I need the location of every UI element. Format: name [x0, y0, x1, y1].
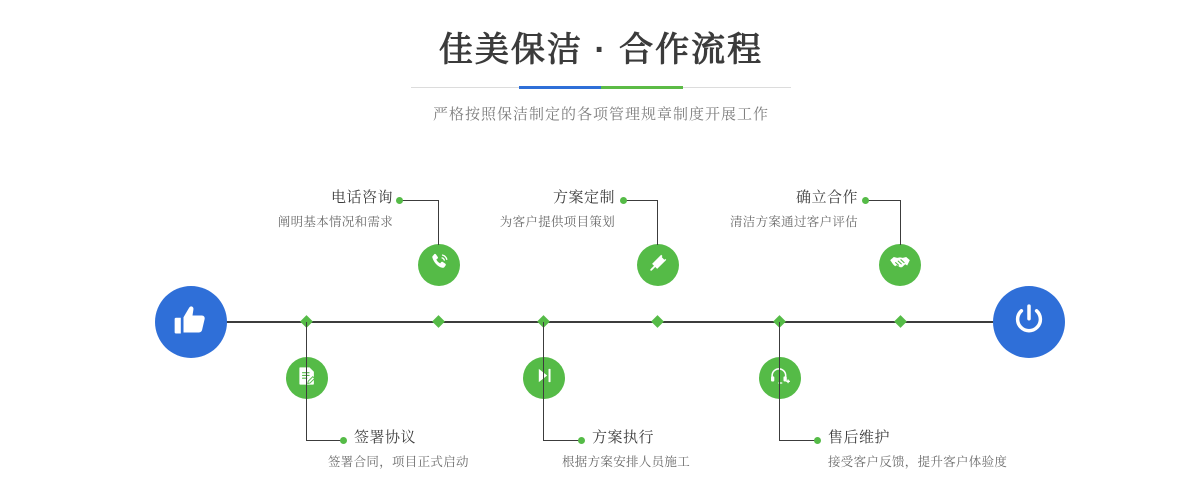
step-3-label-dot — [620, 197, 627, 204]
step-2-label-dot — [340, 437, 347, 444]
contract-document-icon — [296, 365, 318, 392]
step-5-axis-marker — [894, 315, 907, 328]
step-3-label — [455, 188, 615, 232]
play-forward-icon — [534, 365, 555, 391]
handshake-icon — [888, 251, 912, 280]
step-3-title: 方案定制 — [552, 189, 615, 206]
timeline-axis — [160, 321, 1042, 323]
step-2-icon-badge[interactable] — [286, 357, 328, 399]
step-5-label-dot — [862, 197, 869, 204]
flow-end-node[interactable] — [993, 286, 1065, 358]
step-4-connector-horizontal — [543, 440, 579, 441]
step-1-label — [253, 188, 393, 232]
step-4-label-dot — [578, 437, 585, 444]
page-subtitle: 严格按照保洁制定的各项管理规章制度开展工作 — [432, 106, 769, 123]
step-3-connector-horizontal — [624, 200, 658, 201]
step-5-connector-vertical — [900, 200, 901, 245]
step-5-title: 确立合作 — [795, 189, 858, 206]
step-6-title: 售后维护 — [828, 429, 891, 446]
page-title: 佳美保洁 · 合作流程 — [438, 31, 764, 69]
headset-support-icon — [769, 365, 791, 392]
step-6-icon-badge[interactable] — [759, 357, 801, 399]
step-1-title: 电话咨询 — [330, 189, 393, 206]
step-5-label — [690, 188, 858, 232]
step-2-connector-vertical — [306, 322, 307, 440]
step-1-label-dot — [396, 197, 403, 204]
step-1-connector-horizontal — [400, 200, 439, 201]
step-3-icon-badge[interactable] — [637, 244, 679, 286]
step-4-icon-badge[interactable] — [523, 357, 565, 399]
step-4-connector-vertical — [543, 322, 544, 440]
step-1-desc: 阐明基本情况和需求 — [277, 215, 393, 229]
step-1-axis-marker — [432, 315, 445, 328]
step-2-connector-horizontal — [306, 440, 342, 441]
step-6-desc: 接受客户反馈，提升客户体验度 — [828, 455, 1008, 469]
step-6-label — [828, 428, 1007, 472]
step-4-desc: 根据方案安排人员施工 — [562, 455, 691, 469]
step-2-desc: 签署合同，项目正式启动 — [328, 455, 469, 469]
plan-pen-icon — [647, 251, 670, 279]
step-5-icon-badge[interactable] — [879, 244, 921, 286]
step-2-label — [328, 428, 469, 472]
step-4-title: 方案执行 — [592, 429, 655, 446]
step-3-connector-vertical — [657, 200, 658, 245]
step-2-title: 签署协议 — [354, 429, 417, 446]
flow-start-node[interactable] — [155, 286, 227, 358]
step-3-desc: 为客户提供项目策划 — [499, 215, 615, 229]
step-3-axis-marker — [651, 315, 664, 328]
step-1-connector-vertical — [438, 200, 439, 245]
step-4-label — [562, 428, 691, 472]
step-6-label-dot — [814, 437, 821, 444]
step-1-icon-badge[interactable] — [418, 244, 460, 286]
step-5-connector-horizontal — [866, 200, 901, 201]
step-5-desc: 清洁方案通过客户评估 — [729, 215, 858, 229]
phone-call-icon — [428, 251, 451, 279]
step-6-connector-vertical — [779, 322, 780, 440]
power-icon — [1010, 301, 1048, 344]
thumbs-up-icon — [173, 302, 209, 343]
step-6-connector-horizontal — [779, 440, 815, 441]
